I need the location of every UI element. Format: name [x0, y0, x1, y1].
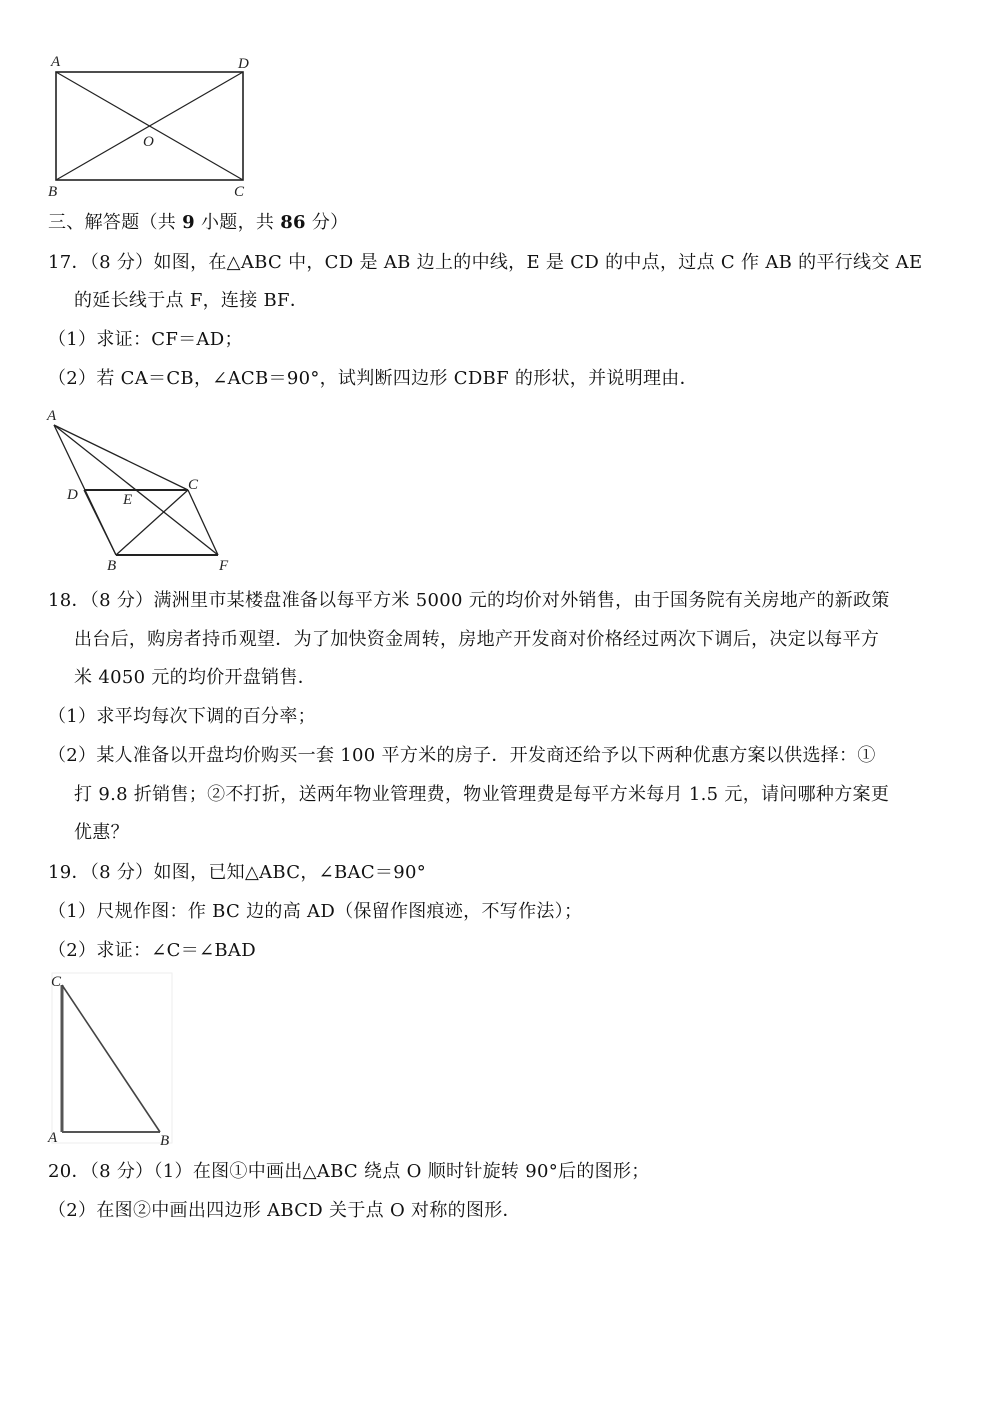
label-a: A [51, 54, 61, 70]
q17-part2: （2）若 CA＝CB，∠ACB＝90°，试判断四边形 CDBF 的形状，并说明理由． [48, 368, 698, 389]
q18-part2-line2: 打 9.8 折销售；②不打折，送两年物业管理费，物业管理费是每平方米每月 1.5 元，请问哪种方案更 [74, 784, 890, 805]
q17-label-f: F [219, 558, 229, 574]
q17-stem-line2: 的延长线于点 F，连接 BF． [74, 290, 309, 311]
q17-label-d: D [67, 487, 78, 503]
figure-frame [52, 973, 172, 1143]
q17-part1: （1）求证：CF＝AD； [48, 329, 243, 350]
q19-label-c: C [51, 974, 62, 990]
q18-part2-line3: 优惠？ [74, 822, 129, 843]
label-o: O [143, 134, 154, 150]
q18-part2-line1: （2）某人准备以开盘均价购买一套 100 平方米的房子．开发商还给予以下两种优惠方案以供选择：① [48, 745, 876, 766]
q20-line1: 20．（8 分）（1）在图①中画出△ABC 绕点 O 顺时针旋转 90°后的图形； [48, 1161, 650, 1182]
q17-stem-line1: 17．（8 分）如图，在△ABC 中，CD 是 AB 边上的中线，E 是 CD 的中点，过点 C 作 AB 的平行线交 AE [48, 252, 923, 273]
q17-label-b: B [107, 558, 117, 574]
segment-ac [54, 425, 188, 490]
q19-figure [0, 965, 200, 1155]
q18-line2: 出台后，购房者持币观望．为了加快资金周转，房地产开发商对价格经过两次下调后，决定以每平方 [74, 629, 880, 650]
q17-label-c: C [188, 477, 199, 493]
q19-part2: （2）求证：∠C＝∠BAD [48, 940, 256, 961]
rectangle-figure [0, 0, 300, 210]
q18-line1: 18．（8 分）满洲里市某楼盘准备以每平方米 5000 元的均价对外销售，由于国务院有关房地产的新政策 [48, 590, 890, 611]
q18-line3: 米 4050 元的均价开盘销售． [74, 667, 317, 688]
label-c: C [234, 184, 245, 200]
q19-part1: （1）尺规作图：作 BC 边的高 AD（保留作图痕迹，不写作法）； [48, 901, 583, 922]
q19-stem: 19．（8 分）如图，已知△ABC，∠BAC＝90° [48, 862, 427, 883]
q18-part1: （1）求平均每次下调的百分率； [48, 706, 316, 727]
q17-label-e: E [123, 492, 133, 508]
q19-label-b: B [160, 1133, 170, 1149]
q19-label-a: A [48, 1130, 58, 1146]
section-heading: 三、解答题（共 9 小题，共 86 分） [48, 212, 349, 233]
label-b: B [48, 184, 58, 200]
segment-cb [62, 985, 160, 1132]
q17-figure [0, 400, 300, 580]
q20-line2: （2）在图②中画出四边形 ABCD 关于点 O 对称的图形． [48, 1200, 521, 1221]
label-d: D [238, 56, 249, 72]
segment-db [84, 490, 116, 555]
segment-cf [188, 490, 218, 555]
q17-label-a: A [47, 408, 57, 424]
